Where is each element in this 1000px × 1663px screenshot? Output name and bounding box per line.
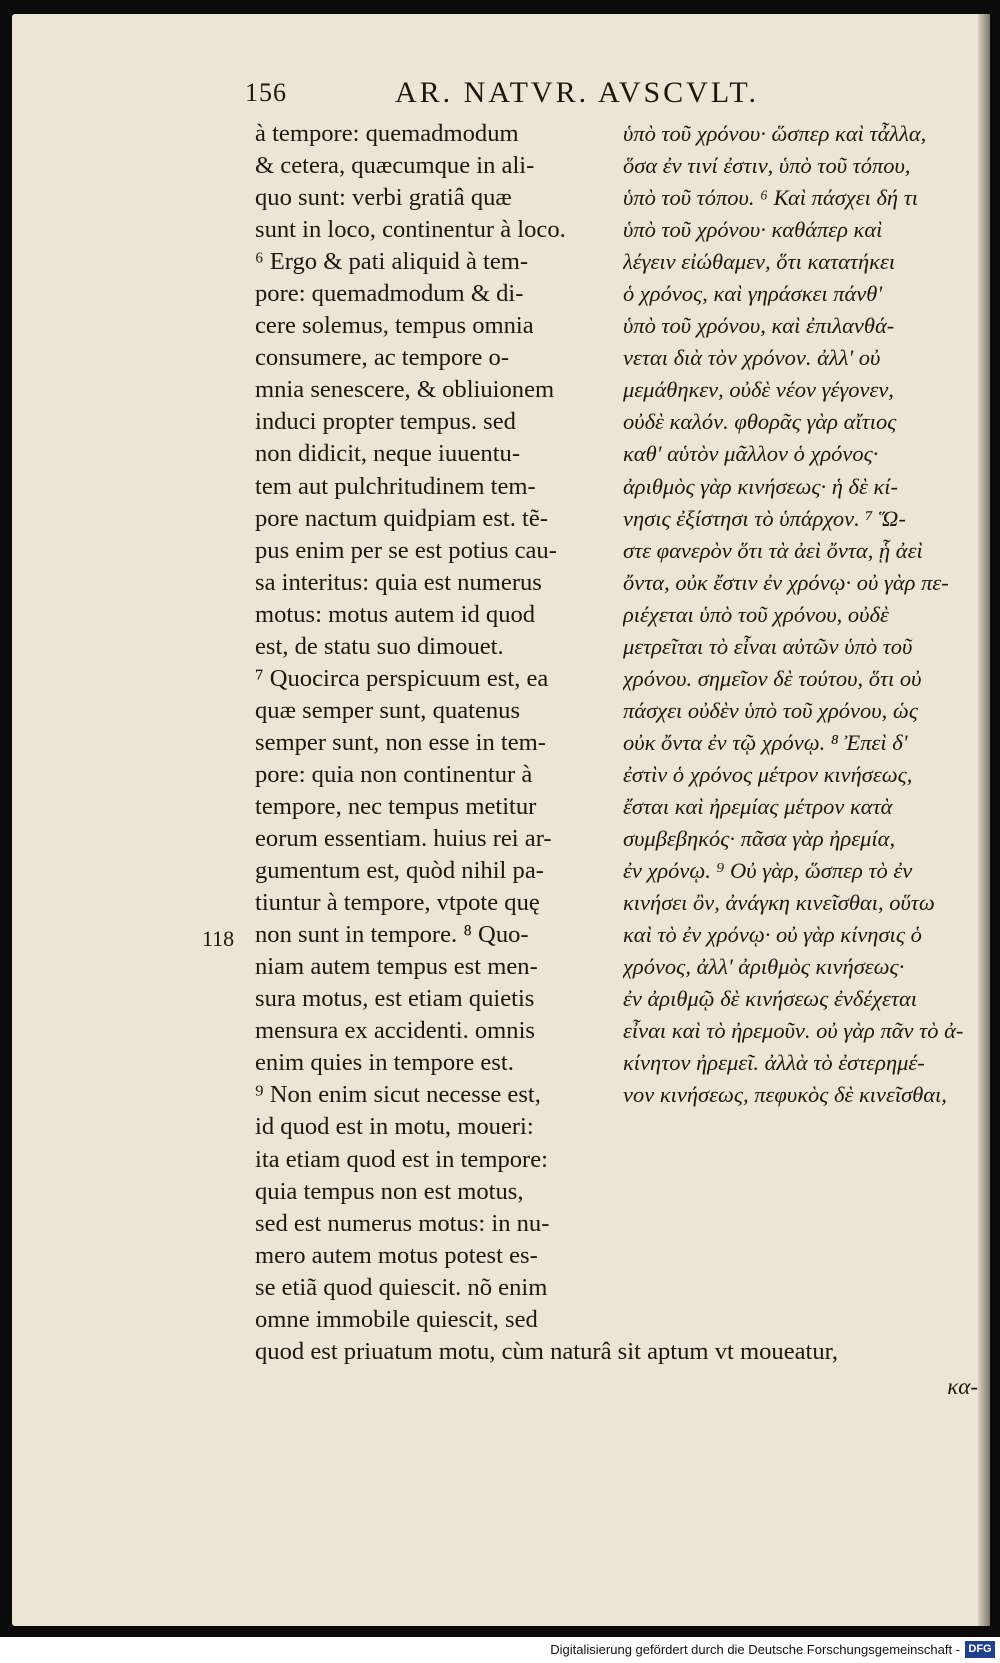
latin-line: non didicit, neque iuuentu- [255, 440, 521, 468]
greek-line: οὐκ ὄντα ἐν τῷ χρόνῳ. ⁸ Ἐπεὶ δ' [623, 729, 908, 755]
latin-line: eorum essentiam. huius rei ar- [255, 825, 552, 853]
latin-line: niam autem tempus est men- [255, 953, 538, 981]
footer-bar [0, 1637, 1000, 1663]
greek-line: εἶναι καὶ τὸ ἠρεμοῦν. οὐ γὰρ πᾶν τὸ ἀ- [623, 1018, 964, 1044]
latin-line: tem aut pulchritudinem tem- [255, 472, 536, 500]
latin-line: non sunt in tempore. ⁸ Quo- [255, 921, 529, 949]
latin-line: sura motus, est etiam quietis [255, 985, 535, 1013]
latin-line: & cetera, quæcumque in ali- [255, 152, 535, 180]
margin-note: 118 [202, 926, 235, 951]
greek-column [623, 118, 983, 1111]
greek-line: ἀριθμὸς γὰρ κινήσεως· ἡ δὲ κί- [623, 473, 899, 499]
latin-line: semper sunt, non esse in tem- [255, 728, 546, 756]
running-title: AR. NATVR. AVSCVLT. [395, 76, 760, 109]
page-header [245, 78, 935, 118]
latin-line: cere solemus, tempus omnia [255, 312, 534, 340]
latin-line: motus: motus autem id quod [255, 600, 536, 628]
latin-line: tiuntur à tempore, vtpote quę [255, 889, 540, 917]
greek-line: καθ' αὑτὸν μᾶλλον ὁ χρόνος· [623, 441, 879, 467]
greek-line: ὄντα, οὐκ ἔστιν ἐν χρόνῳ· οὐ γὰρ πε- [623, 569, 949, 595]
page-number: 156 [245, 78, 287, 107]
latin-line: mnia senescere, & obliuionem [255, 376, 555, 404]
greek-line: ριέχεται ὑπὸ τοῦ χρόνου, οὐδὲ [623, 601, 889, 627]
greek-line: ὑπὸ τοῦ χρόνου· καθάπερ καὶ [623, 217, 883, 243]
greek-line: μεμάθηκεν, οὐδὲ νέον γέγονεν, [623, 377, 894, 403]
latin-line: quæ semper sunt, quatenus [255, 696, 521, 724]
latin-line: ⁹ Non enim sicut necesse est, [255, 1081, 541, 1109]
greek-line: μετρεῖται τὸ εἶναι αὐτῶν ὑπὸ τοῦ [623, 633, 913, 659]
footer-credit: Digitalisierung gefördert durch die Deutsche Forschungsgemeinschaft - [550, 1642, 960, 1657]
latin-line: pore: quemadmodum & di- [255, 280, 524, 308]
greek-line: καὶ τὸ ἐν χρόνῳ· οὐ γὰρ κίνησις ὁ [623, 922, 922, 948]
greek-line: ὑπὸ τοῦ χρόνου, καὶ ἐπιλανθά- [623, 313, 895, 339]
greek-line: οὐδὲ καλόν. φθορᾶς γὰρ αἴτιος [623, 409, 897, 435]
greek-line: χρόνου. σημεῖον δὲ τούτου, ὅτι οὐ [623, 665, 922, 691]
latin-line: id quod est in motu, moueri: [255, 1113, 534, 1141]
latin-line: à tempore: quemadmodum [255, 120, 519, 147]
latin-line: pore nactum quidpiam est. tẽ- [255, 504, 548, 532]
latin-line: induci propter tempus. sed [255, 408, 516, 436]
greek-line: πάσχει οὐδὲν ὑπὸ τοῦ χρόνου, ὡς [623, 697, 918, 723]
latin-line: pore: quia non continentur à [255, 760, 533, 788]
greek-line: νον κινήσεως, πεφυκὸς δὲ κινεῖσθαι, [623, 1082, 947, 1108]
latin-line: ⁶ Ergo & pati aliquid à tem- [255, 248, 529, 276]
latin-line: pus enim per se est potius cau- [255, 536, 557, 564]
latin-line: ⁷ Quocirca perspicuum est, ea [255, 664, 549, 692]
latin-line: consumere, ac tempore o- [255, 344, 510, 372]
latin-line: est, de statu suo dimouet. [255, 632, 504, 660]
latin-line: sunt in loco, continentur à loco. [255, 216, 566, 244]
greek-line: λέγειν εἰώθαμεν, ὅτι κατατήκει [623, 249, 896, 275]
greek-line: ὑπὸ τοῦ τόπου. ⁶ Καὶ πάσχει δή τι [623, 185, 918, 211]
latin-line: sed est numerus motus: in nu- [255, 1209, 550, 1237]
greek-line: κινήσει ὂν, ἀνάγκη κινεῖσθαι, οὕτω [623, 890, 935, 916]
latin-line: sa interitus: quia est numerus [255, 568, 542, 596]
greek-line: ὅσα ἐν τινί ἐστιν, ὑπὸ τοῦ τόπου, [623, 153, 911, 179]
greek-line: κίνητον ἠρεμεῖ. ἀλλὰ τὸ ἐστερημέ- [623, 1050, 925, 1076]
latin-line: mensura ex accidenti. omnis [255, 1017, 536, 1045]
latin-line: ita etiam quod est in tempore: [255, 1145, 548, 1173]
catchword: κα- [947, 1374, 978, 1399]
greek-line: χρόνος, ἀλλ' ἀριθμὸς κινήσεως· [623, 954, 905, 980]
greek-line: στε φανερὸν ὅτι τὰ ἀεὶ ὄντα, ᾗ ἀεὶ [623, 537, 923, 563]
greek-line: ἐστὶν ὁ χρόνος μέτρον κινήσεως, [623, 761, 913, 787]
greek-line: νησις ἐξίστησι τὸ ὑπάρχον. ⁷ Ὥ- [623, 505, 906, 531]
greek-line: ἐν χρόνῳ. ⁹ Οὐ γὰρ, ὥσπερ τὸ ἐν [623, 858, 913, 884]
latin-line: quo sunt: verbi gratiâ quæ [255, 184, 512, 212]
latin-line: mero autem motus potest es- [255, 1241, 538, 1269]
greek-line: ὁ χρόνος, καὶ γηράσκει πάνθ' [623, 281, 883, 307]
latin-line: quia tempus non est motus, [255, 1177, 524, 1205]
latin-column [255, 118, 610, 1336]
latin-line: tempore, nec tempus metitur [255, 792, 537, 820]
latin-line: omne immobile quiescit, sed [255, 1305, 538, 1333]
greek-line: ὑπὸ τοῦ χρόνου· ὥσπερ καὶ τἆλλα, [623, 121, 927, 146]
latin-line: gumentum est, quòd nihil pa- [255, 857, 544, 885]
greek-line: συμβεβηκός· πᾶσα γὰρ ἠρεμία, [623, 826, 896, 852]
greek-line: ἔσται καὶ ἠρεμίας μέτρον κατὰ [623, 793, 893, 819]
full-width-line: quod est priuatum motu, cùm naturâ sit aptum vt moueatur, [255, 1338, 839, 1365]
dfg-logo-icon[interactable]: DFG [965, 1641, 995, 1658]
greek-line: νεται διὰ τὸν χρόνον. ἀλλ' οὐ [623, 345, 881, 371]
latin-line: se etiã quod quiescit. nõ enim [255, 1273, 548, 1301]
latin-line: enim quies in tempore est. [255, 1049, 514, 1077]
greek-line: ἐν ἀριθμῷ δὲ κινήσεως ἐνδέχεται [623, 986, 918, 1012]
